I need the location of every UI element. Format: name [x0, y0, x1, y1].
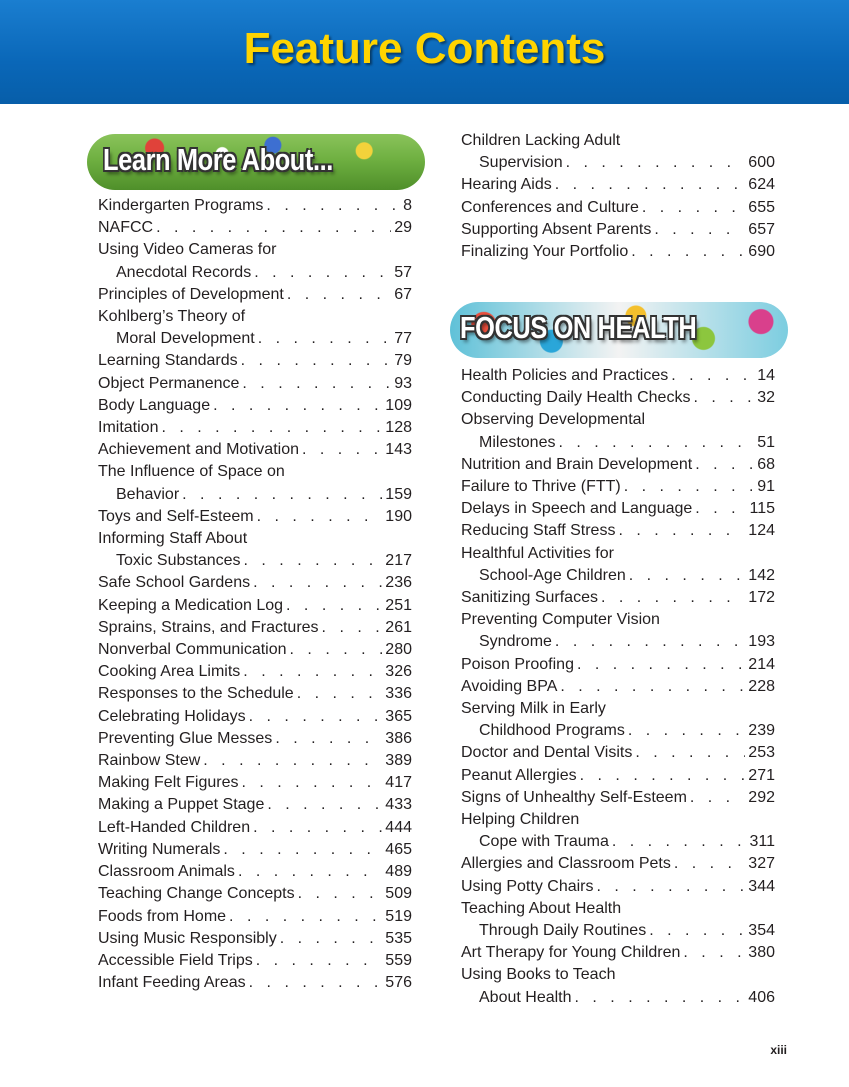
toc-entry-label: School-Age Children: [479, 565, 629, 587]
toc-page-number: 57: [391, 262, 412, 284]
toc-page-number: 280: [382, 639, 412, 661]
dot-leader: [649, 920, 745, 942]
toc-entry-label: Responses to the Schedule: [98, 683, 297, 705]
toc-page-number: 51: [754, 432, 775, 454]
dot-leader: [674, 853, 745, 875]
toc-entry: [461, 174, 775, 196]
toc-entry-label: Finalizing Your Portfolio: [461, 241, 631, 263]
toc-entry-label: Writing Numerals: [98, 839, 223, 861]
toc-entry-label: Kindergarten Programs: [98, 195, 266, 217]
toc-page-number: 433: [382, 794, 412, 816]
toc-entry-label: Accessible Field Trips: [98, 950, 256, 972]
dot-leader: [249, 972, 383, 994]
toc-entry: [98, 972, 412, 994]
dot-leader: [280, 928, 383, 950]
toc-entry: [461, 197, 775, 219]
toc-entry: [98, 284, 412, 306]
toc-entry-title: Using Books to Teach: [461, 966, 616, 984]
dot-leader: [560, 676, 745, 698]
dot-leader: [597, 876, 746, 898]
toc-entry: [461, 765, 775, 787]
toc-entry: [98, 262, 412, 284]
dot-leader: [558, 432, 754, 454]
toc-entry: [461, 241, 775, 263]
dot-leader: [287, 284, 391, 306]
dot-leader: [629, 565, 746, 587]
toc-entry: [461, 152, 775, 174]
toc-entry: [98, 328, 412, 350]
toc-entry-label: Allergies and Classroom Pets: [461, 853, 674, 875]
toc-entry: [461, 654, 775, 676]
toc-entry-title: The Influence of Space on: [98, 463, 285, 481]
dot-leader: [635, 742, 745, 764]
dot-leader: [203, 750, 382, 772]
dot-leader: [242, 772, 383, 794]
page-header: [0, 0, 849, 104]
toc-entry-label: Using Music Responsibly: [98, 928, 280, 950]
learn-more-list-continued: [461, 130, 775, 263]
toc-entry: [98, 639, 412, 661]
toc-entry: [461, 520, 775, 542]
toc-page-number: 79: [391, 350, 412, 372]
toc-page-number: 8: [400, 195, 412, 217]
toc-entry: [98, 550, 412, 572]
toc-entry: [461, 219, 775, 241]
toc-entry-label: Left-Handed Children: [98, 817, 253, 839]
toc-entry-label: Syndrome: [479, 631, 555, 653]
learn-more-banner-title: Learn More About...: [103, 142, 333, 177]
focus-on-health-list: [461, 365, 775, 1009]
toc-entry-label: NAFCC: [98, 217, 156, 239]
toc-entry-label: Toys and Self-Esteem: [98, 506, 257, 528]
toc-entry: [98, 706, 412, 728]
toc-page-number: 326: [382, 661, 412, 683]
dot-leader: [624, 476, 754, 498]
toc-entry-label: Celebrating Holidays: [98, 706, 249, 728]
dot-leader: [229, 906, 382, 928]
toc-page-number: 193: [745, 631, 775, 653]
dot-leader: [244, 550, 383, 572]
toc-entry: [461, 942, 775, 964]
dot-leader: [575, 987, 746, 1009]
toc-page-number: 690: [745, 241, 775, 263]
toc-page-number: 535: [382, 928, 412, 950]
toc-entry: [98, 772, 412, 794]
toc-entry-title: Serving Milk in Early: [461, 700, 606, 718]
toc-entry-label: Doctor and Dental Visits: [461, 742, 635, 764]
toc-page-number: 214: [745, 654, 775, 676]
dot-leader: [243, 661, 382, 683]
toc-page-number: 239: [745, 720, 775, 742]
dot-leader: [628, 720, 745, 742]
toc-entry-label: Rainbow Stew: [98, 750, 203, 772]
dot-leader: [267, 794, 382, 816]
toc-entry-label: Moral Development: [116, 328, 258, 350]
toc-page-number: 657: [745, 219, 775, 241]
dot-leader: [156, 217, 391, 239]
dot-leader: [253, 572, 382, 594]
dot-leader: [631, 241, 745, 263]
toc-page-number: 380: [745, 942, 775, 964]
toc-page-number: 417: [382, 772, 412, 794]
dot-leader: [241, 350, 392, 372]
toc-entry-title: Healthful Activities for: [461, 544, 614, 562]
dot-leader: [690, 787, 745, 809]
toc-entry-label: Failure to Thrive (FTT): [461, 476, 624, 498]
toc-page-number: 600: [745, 152, 775, 174]
toc-page-number: 251: [382, 595, 412, 617]
toc-entry-label: Poison Proofing: [461, 654, 577, 676]
toc-entry: [98, 928, 412, 950]
toc-page-number: 271: [745, 765, 775, 787]
dot-leader: [695, 498, 746, 520]
toc-entry-label: Peanut Allergies: [461, 765, 580, 787]
page-title: Feature Contents: [243, 24, 606, 73]
toc-page-number: 354: [745, 920, 775, 942]
toc-entry: [461, 742, 775, 764]
dot-leader: [249, 706, 383, 728]
toc-entry-title: Teaching About Health: [461, 899, 622, 917]
toc-entry-label: Foods from Home: [98, 906, 229, 928]
dot-leader: [266, 195, 400, 217]
toc-entry: [98, 617, 412, 639]
toc-page-number: 519: [382, 906, 412, 928]
toc-entry-label: Sprains, Strains, and Fractures: [98, 617, 322, 639]
toc-page-number: 190: [382, 506, 412, 528]
focus-on-health-banner: [450, 302, 788, 358]
toc-entry: [98, 217, 412, 239]
dot-leader: [213, 395, 382, 417]
toc-page-number: 128: [382, 417, 412, 439]
toc-page-number: 236: [382, 572, 412, 594]
dot-leader: [253, 817, 382, 839]
toc-entry-label: Health Policies and Practices: [461, 365, 671, 387]
toc-entry-label: Childhood Programs: [479, 720, 628, 742]
toc-page-number: 465: [382, 839, 412, 861]
toc-entry-label: Using Potty Chairs: [461, 876, 597, 898]
toc-entry: [461, 876, 775, 898]
dot-leader: [297, 683, 383, 705]
toc-entry: [461, 387, 775, 409]
dot-leader: [182, 484, 382, 506]
dot-leader: [238, 861, 382, 883]
toc-entry-label: Making Felt Figures: [98, 772, 242, 794]
toc-entry-label: Toxic Substances: [116, 550, 244, 572]
dot-leader: [257, 506, 383, 528]
toc-entry: [461, 587, 775, 609]
toc-entry-title: Children Lacking Adult: [461, 132, 621, 149]
toc-entry-label: Conducting Daily Health Checks: [461, 387, 693, 409]
toc-entry: [98, 417, 412, 439]
toc-page-number: 29: [391, 217, 412, 239]
toc-page-number: 142: [745, 565, 775, 587]
toc-page-number: 365: [382, 706, 412, 728]
toc-entry: [461, 432, 775, 454]
focus-on-health-banner-title: FOCUS ON HEALTH: [460, 310, 697, 345]
toc-page-number: 115: [746, 498, 775, 520]
toc-entry-label: Hearing Aids: [461, 174, 555, 196]
toc-entry: [98, 794, 412, 816]
dot-leader: [671, 365, 754, 387]
toc-entry: [98, 506, 412, 528]
toc-page-number: 32: [754, 387, 775, 409]
toc-entry-label: Achievement and Motivation: [98, 439, 302, 461]
toc-entry: [98, 661, 412, 683]
toc-entry-label: Body Language: [98, 395, 213, 417]
toc-entry-label: Art Therapy for Young Children: [461, 942, 683, 964]
dot-leader: [642, 197, 745, 219]
dot-leader: [577, 654, 745, 676]
toc-entry-label: Making a Puppet Stage: [98, 794, 267, 816]
toc-page-number: 93: [391, 373, 412, 395]
toc-entry: [461, 676, 775, 698]
dot-leader: [302, 439, 382, 461]
dot-leader: [683, 942, 745, 964]
dot-leader: [254, 262, 391, 284]
toc-entry-label: Sanitizing Surfaces: [461, 587, 601, 609]
toc-entry: [98, 395, 412, 417]
toc-entry: [98, 728, 412, 750]
toc-entry: [98, 350, 412, 372]
toc-page-number: 344: [745, 876, 775, 898]
dot-leader: [290, 639, 383, 661]
learn-more-list: [98, 195, 412, 994]
toc-entry: [98, 572, 412, 594]
toc-page-number: 67: [391, 284, 412, 306]
toc-entry-label: Classroom Animals: [98, 861, 238, 883]
toc-entry: [461, 853, 775, 875]
toc-entry-label: Imitation: [98, 417, 161, 439]
dot-leader: [601, 587, 745, 609]
toc-page-number: 406: [745, 987, 775, 1009]
toc-page-number: 217: [382, 550, 412, 572]
toc-page-number: 91: [754, 476, 775, 498]
dot-leader: [322, 617, 383, 639]
toc-page-number: 159: [382, 484, 412, 506]
dot-leader: [566, 152, 746, 174]
toc-entry: [98, 817, 412, 839]
toc-page-number: 292: [745, 787, 775, 809]
toc-entry: [98, 883, 412, 905]
toc-page-number: 624: [745, 174, 775, 196]
toc-page-number: 124: [745, 520, 775, 542]
toc-entry: [98, 906, 412, 928]
toc-page-number: 389: [382, 750, 412, 772]
toc-entry: [461, 720, 775, 742]
toc-entry-label: Principles of Development: [98, 284, 287, 306]
toc-page-number: 559: [382, 950, 412, 972]
toc-entry: [461, 631, 775, 653]
toc-entry-label: Teaching Change Concepts: [98, 883, 298, 905]
toc-entry-label: Cope with Trauma: [479, 831, 612, 853]
dot-leader: [256, 950, 383, 972]
learn-more-banner: [87, 134, 425, 190]
toc-entry-label: Avoiding BPA: [461, 676, 560, 698]
toc-page-number: 109: [382, 395, 412, 417]
dot-leader: [298, 883, 383, 905]
toc-entry-title: Observing Developmental: [461, 411, 646, 429]
toc-entry-label: Keeping a Medication Log: [98, 595, 286, 617]
toc-entry-label: Reducing Staff Stress: [461, 520, 618, 542]
toc-entry: [98, 439, 412, 461]
toc-entry-label: Behavior: [116, 484, 182, 506]
toc-page-number: 253: [745, 742, 775, 764]
dot-leader: [275, 728, 382, 750]
toc-entry-label: Infant Feeding Areas: [98, 972, 249, 994]
dot-leader: [618, 520, 745, 542]
toc-entry: [461, 476, 775, 498]
dot-leader: [612, 831, 747, 853]
toc-page-number: 14: [754, 365, 775, 387]
toc-entry: [461, 565, 775, 587]
toc-entry: [98, 683, 412, 705]
toc-page-number: 228: [745, 676, 775, 698]
toc-entry: [461, 454, 775, 476]
toc-entry: [461, 920, 775, 942]
dot-leader: [161, 417, 382, 439]
toc-entry-title: Using Video Cameras for: [98, 241, 277, 259]
toc-page-number: 336: [382, 683, 412, 705]
toc-entry-label: Anecdotal Records: [116, 262, 254, 284]
toc-page-number: 261: [382, 617, 412, 639]
toc-entry: [461, 831, 775, 853]
toc-entry: [98, 861, 412, 883]
toc-entry: [98, 750, 412, 772]
toc-page-number: 489: [382, 861, 412, 883]
toc-entry-label: Supervision: [479, 152, 566, 174]
toc-entry: [461, 365, 775, 387]
toc-entry-label: Nutrition and Brain Development: [461, 454, 695, 476]
toc-entry: [98, 484, 412, 506]
toc-page-number: 172: [745, 587, 775, 609]
toc-entry: [98, 373, 412, 395]
toc-entry-label: About Health: [479, 987, 575, 1009]
toc-page-number: 655: [745, 197, 775, 219]
dot-leader: [242, 373, 391, 395]
dot-leader: [695, 454, 754, 476]
toc-entry: [461, 787, 775, 809]
toc-entry: [461, 498, 775, 520]
toc-entry-label: Learning Standards: [98, 350, 241, 372]
toc-entry-label: Signs of Unhealthy Self-Esteem: [461, 787, 690, 809]
toc-entry-label: Nonverbal Communication: [98, 639, 290, 661]
toc-entry-title: Kohlberg’s Theory of: [98, 308, 246, 326]
toc-entry: [98, 195, 412, 217]
toc-entry-label: Delays in Speech and Language: [461, 498, 695, 520]
toc-entry-label: Cooking Area Limits: [98, 661, 243, 683]
toc-entry: [461, 987, 775, 1009]
dot-leader: [580, 765, 746, 787]
toc-page-number: 444: [382, 817, 412, 839]
toc-page-number: 509: [382, 883, 412, 905]
toc-page-number: 327: [745, 853, 775, 875]
toc-entry-title: Helping Children: [461, 811, 580, 829]
dot-leader: [223, 839, 382, 861]
toc-page-number: 576: [382, 972, 412, 994]
dot-leader: [555, 631, 745, 653]
toc-entry-label: Safe School Gardens: [98, 572, 253, 594]
toc-entry-label: Preventing Glue Messes: [98, 728, 275, 750]
toc-page-number: 77: [391, 328, 412, 350]
toc-entry-label: Conferences and Culture: [461, 197, 642, 219]
toc-entry: [98, 595, 412, 617]
page-number: xiii: [770, 1043, 787, 1057]
toc-entry: [98, 839, 412, 861]
toc-page-number: 386: [382, 728, 412, 750]
toc-entry-label: Milestones: [479, 432, 558, 454]
dot-leader: [654, 219, 745, 241]
dot-leader: [258, 328, 391, 350]
toc-entry-label: Through Daily Routines: [479, 920, 649, 942]
dot-leader: [286, 595, 382, 617]
toc-entry-label: Supporting Absent Parents: [461, 219, 654, 241]
toc-page-number: 68: [754, 454, 775, 476]
toc-page-number: 143: [382, 439, 412, 461]
toc-entry-title: Preventing Computer Vision: [461, 611, 660, 629]
toc-entry-label: Object Permanence: [98, 373, 242, 395]
toc-page-number: 311: [746, 831, 775, 853]
toc-entry: [98, 950, 412, 972]
toc-entry-title: Informing Staff About: [98, 530, 248, 548]
dot-leader: [693, 387, 754, 409]
dot-leader: [555, 174, 746, 196]
